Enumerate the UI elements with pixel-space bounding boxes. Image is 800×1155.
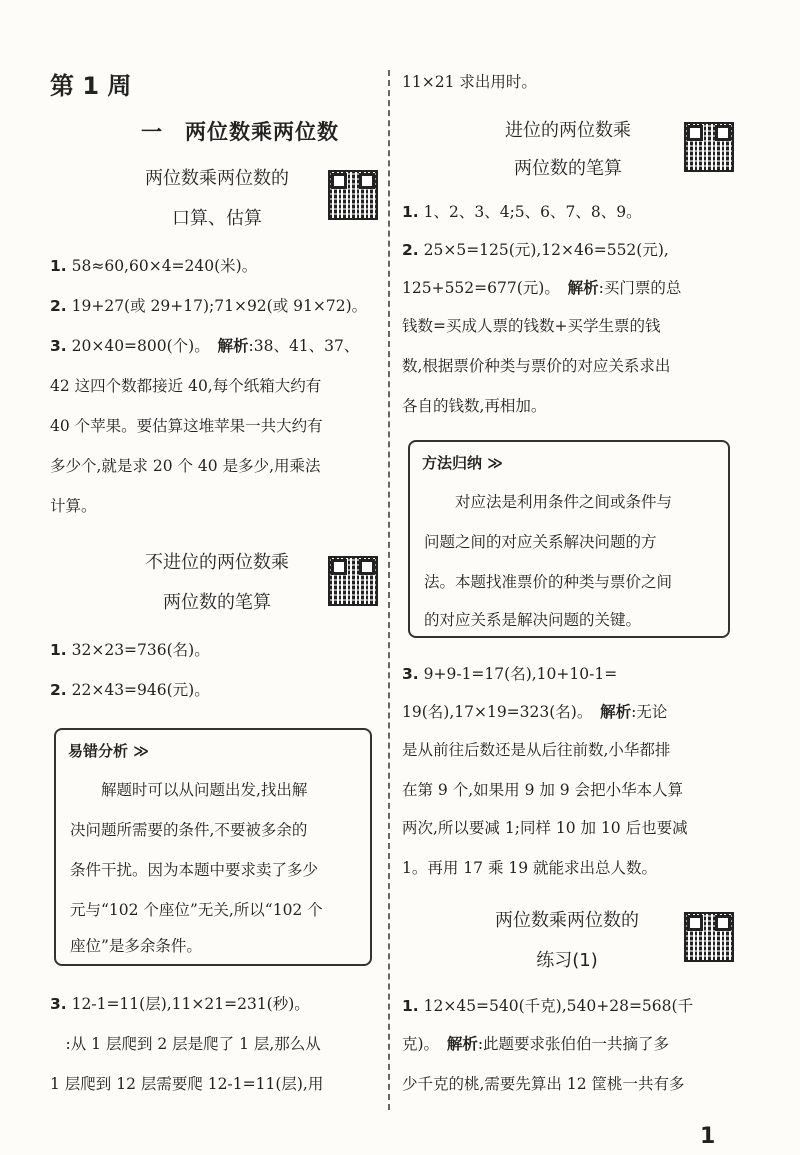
unit-title: 一 两位数乘两位数 [141,120,339,144]
section-title-no-carry-line2: 两位数的笔算 [163,592,271,613]
explanation-line: 1。再用 17 乘 19 就能求出总人数。 [402,859,658,877]
box-line: 问题之间的对应关系解决问题的方 [424,533,657,551]
section-title-carry-line1: 进位的两位数乘 [505,120,631,141]
explanation-line: 钱数=买成人票的钱数+买学生票的钱 [402,317,661,335]
box-title: 方法归纳 ≫ [422,454,503,472]
explanation-line: 数,根据票价种类与票价的对应关系求出 [402,357,671,375]
week-title: 第 1 周 [50,72,132,100]
answer-line: 1. 1、2、3、4;5、6、7、8、9。 [402,203,642,221]
box-line: 决问题所需要的条件,不要被多余的 [70,821,308,839]
qr-code-icon[interactable] [684,912,734,962]
answer-line: 3. 12-1=11(层),11×21=231(秒)。 [50,995,310,1013]
explanation-line: 两次,所以要减 1;同样 10 加 10 后也要减 [402,819,688,837]
answer-line: 19(名),17×19=323(名)。 解析:无论 [402,703,668,721]
box-title: 易错分析 ≫ [68,742,149,760]
box-line: 法。本题找准票价的种类与票价之间 [424,573,673,591]
box-line: 条件干扰。因为本题中要求卖了多少 [70,861,319,879]
box-line: 元与“102 个座位”无关,所以“102 个 [70,901,323,919]
qr-code-icon[interactable] [684,122,734,172]
answer-line: 3. 9+9-1=17(名),10+10-1= [402,665,618,683]
answer-line: 125+552=677(元)。 解析:买门票的总 [402,279,682,297]
explanation-line: 在第 9 个,如果用 9 加 9 会把小华本人算 [402,781,684,799]
explanation-line: 少千克的桃,需要先算出 12 筐桃一共有多 [402,1075,685,1093]
answer-line: 3. 20×40=800(个)。 解析:38、41、37、 [50,337,360,355]
explanation-line: 各自的钱数,再相加。 [402,397,547,415]
box-line: 对应法是利用条件之间或条件与 [424,493,673,511]
qr-code-icon[interactable] [328,556,378,606]
explanation-line: 40 个苹果。要估算这堆苹果一共大约有 [50,417,323,435]
explanation-line: 多少个,就是求 20 个 40 是多少,用乘法 [50,457,321,475]
answer-line: 1. 58≈60,60×4=240(米)。 [50,257,258,275]
answer-line: 克)。 解析:此题要求张伯伯一共摘了多 [402,1035,670,1053]
section-title-practice-line1: 两位数乘两位数的 [495,910,639,931]
explanation-line: 11×21 求出用时。 [402,73,537,91]
section-title-no-carry-line1: 不进位的两位数乘 [145,552,289,573]
answer-line: 1. 12×45=540(千克),540+28=568(千 [402,997,694,1015]
section-title-oral-estimate-line1: 两位数乘两位数的 [145,168,289,189]
box-line: 解题时可以从问题出发,找出解 [70,781,308,799]
box-line: 的对应关系是解决问题的关键。 [424,611,642,629]
answer-line: 2. 19+27(或 29+17);71×92(或 91×72)。 [50,297,368,315]
page-number: 1 [700,1124,716,1149]
section-title-oral-estimate-line2: 口算、估算 [172,208,262,229]
column-divider [388,70,390,1110]
section-title-carry-line2: 两位数的笔算 [514,158,622,179]
answer-line: 2. 22×43=946(元)。 [50,681,210,699]
box-line: 座位”是多余条件。 [70,937,202,955]
qr-code-icon[interactable] [328,170,378,220]
error-analysis-box [54,728,372,966]
explanation-line: 42 这四个数都接近 40,每个纸箱大约有 [50,377,322,395]
explanation-line: 是从前往后数还是从后往前数,小华都排 [402,741,671,759]
answer-line: 2. 25×5=125(元),12×46=552(元), [402,241,669,259]
answer-line: 1. 32×23=736(名)。 [50,641,210,659]
explanation-line: :从 1 层爬到 2 层是爬了 1 层,那么从 [50,1035,321,1053]
section-title-practice-line2: 练习(1) [536,950,598,971]
explanation-line: 计算。 [50,497,97,515]
method-summary-box [408,440,730,638]
explanation-line: 1 层爬到 12 层需要爬 12-1=11(层),用 [50,1075,324,1093]
